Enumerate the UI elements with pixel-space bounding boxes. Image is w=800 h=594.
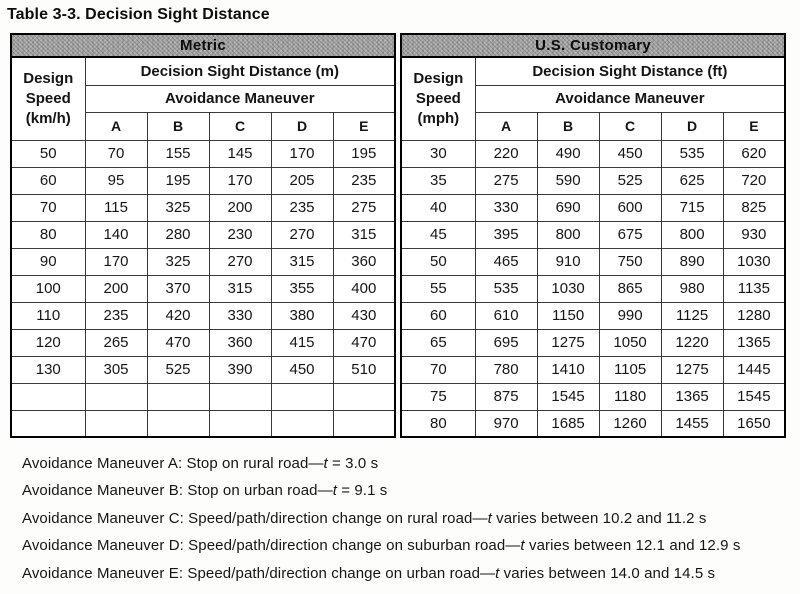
distance-value: 400 [333,275,395,302]
us-column-a: A [475,112,537,140]
distance-value: 155 [147,140,209,167]
design-speed-value: 55 [401,275,475,302]
footnote-e [22,560,800,587]
footnote-b [22,477,800,504]
metric-column-b: B [147,112,209,140]
decision-sight-distance-table [10,33,784,438]
design-speed-value: 70 [401,356,475,383]
design-speed-value: 45 [401,221,475,248]
footnotes [22,450,800,587]
design-speed-value: 60 [401,302,475,329]
distance-value: 890 [661,248,723,275]
footnote-text: = 3.0 s [327,455,379,472]
distance-value: 265 [85,329,147,356]
distance-value: 330 [209,302,271,329]
distance-value: 1275 [537,329,599,356]
design-speed-value: 30 [401,140,475,167]
distance-value: 1650 [723,410,785,437]
distance-value: 230 [209,221,271,248]
table-row [11,194,395,221]
design-speed-value: 80 [11,221,85,248]
metric-column-e: E [333,112,395,140]
t-variable: t [495,564,500,582]
design-speed-value: 100 [11,275,85,302]
metric-table-body [11,140,395,437]
design-speed-value: 70 [11,194,85,221]
distance-value: 1260 [599,410,661,437]
distance-value: 625 [661,167,723,194]
distance-value: 1220 [661,329,723,356]
design-speed-line: Speed [415,89,461,107]
table-row [401,410,785,437]
distance-value: 355 [271,275,333,302]
distance-value: 325 [147,194,209,221]
distance-value: 95 [85,167,147,194]
distance-value: 1280 [723,302,785,329]
metric-column-d: D [271,112,333,140]
us-table-body [401,140,785,437]
distance-value: 395 [475,221,537,248]
design-speed-value [11,383,85,410]
distance-value: 470 [147,329,209,356]
distance-value: 1050 [599,329,661,356]
table-row [401,194,785,221]
distance-value: 1365 [723,329,785,356]
design-speed-value: 75 [401,383,475,410]
design-speed-value: 90 [11,248,85,275]
metric-column-a: A [85,112,147,140]
distance-value: 275 [333,194,395,221]
table-row [401,140,785,167]
distance-value: 430 [333,302,395,329]
distance-value: 1125 [661,302,723,329]
table-row [11,356,395,383]
distance-value: 780 [475,356,537,383]
distance-value: 1030 [537,275,599,302]
distance-value: 170 [271,140,333,167]
t-variable: t [520,537,525,555]
distance-value: 470 [333,329,395,356]
design-speed-value: 50 [11,140,85,167]
footnote-text: Avoidance Maneuver A: Stop on rural road— [22,455,324,472]
metric-design-speed-header [11,57,85,140]
us-maneuver-header: Avoidance Maneuver [475,85,785,112]
distance-value: 535 [661,140,723,167]
distance-value [209,410,271,437]
us-column-d: D [661,112,723,140]
distance-value: 360 [209,329,271,356]
design-speed-value [11,410,85,437]
us-customary-table [400,33,786,438]
distance-value: 275 [475,167,537,194]
footnote-c [22,505,800,532]
distance-value: 690 [537,194,599,221]
design-speed-line: (mph) [417,109,460,127]
footnote-text: varies between 10.2 and 11.2 s [491,509,707,527]
distance-value: 205 [271,167,333,194]
distance-value [147,410,209,437]
table-row [401,248,785,275]
distance-value: 865 [599,275,661,302]
us-column-c: C [599,112,661,140]
metric-distance-header: Decision Sight Distance (m) [85,57,395,85]
distance-value [333,383,395,410]
t-variable: t [323,455,328,472]
design-speed-line: (km/h) [25,109,71,127]
distance-value: 610 [475,302,537,329]
distance-value: 1150 [537,302,599,329]
distance-value: 140 [85,221,147,248]
footnote-text: varies between 14.0 and 14.5 s [499,564,716,582]
distance-value: 380 [271,302,333,329]
distance-value: 390 [209,356,271,383]
us-section-header: U.S. Customary [401,34,785,57]
distance-value: 200 [85,275,147,302]
table-row [11,383,395,410]
footnote-d [22,532,800,559]
us-design-speed-header [401,57,475,140]
distance-value: 450 [271,356,333,383]
distance-value: 415 [271,329,333,356]
distance-value: 235 [85,302,147,329]
distance-value: 970 [475,410,537,437]
footnote-text: = 9.1 s [336,482,388,500]
table-row [11,329,395,356]
footnote-text: Avoidance Maneuver C: Speed/path/direction change on rural road— [22,509,488,527]
distance-value: 1445 [723,356,785,383]
table-row [401,302,785,329]
distance-value: 715 [661,194,723,221]
table-row [401,356,785,383]
distance-value: 315 [209,275,271,302]
distance-value: 990 [599,302,661,329]
footnote-text: Avoidance Maneuver D: Speed/path/direction change on suburban road— [22,537,521,555]
distance-value [271,410,333,437]
distance-value: 315 [333,221,395,248]
distance-value [333,410,395,437]
table-row [11,167,395,194]
distance-value: 465 [475,248,537,275]
distance-value: 360 [333,248,395,275]
distance-value: 930 [723,221,785,248]
metric-section-header: Metric [11,34,395,57]
t-variable: t [332,482,337,500]
design-speed-value: 35 [401,167,475,194]
design-speed-line: Design [413,69,464,87]
distance-value: 170 [85,248,147,275]
design-speed-value: 130 [11,356,85,383]
distance-value: 695 [475,329,537,356]
distance-value: 675 [599,221,661,248]
distance-value: 115 [85,194,147,221]
metric-table [10,33,396,438]
document-page [0,6,800,594]
distance-value: 1545 [723,383,785,410]
footnote-a [22,450,800,477]
distance-value: 70 [85,140,147,167]
distance-value: 305 [85,356,147,383]
distance-value: 800 [661,221,723,248]
table-row [11,275,395,302]
distance-value: 1455 [661,410,723,437]
distance-value [147,383,209,410]
metric-column-c: C [209,112,271,140]
table-row [11,248,395,275]
distance-value: 195 [333,140,395,167]
distance-value: 1135 [723,275,785,302]
table-row [11,140,395,167]
distance-value [85,383,147,410]
distance-value: 510 [333,356,395,383]
design-speed-value: 40 [401,194,475,221]
design-speed-value: 80 [401,410,475,437]
distance-value: 525 [599,167,661,194]
table-row [11,302,395,329]
table-row [401,275,785,302]
us-column-b: B [537,112,599,140]
t-variable: t [487,509,492,527]
distance-value: 910 [537,248,599,275]
distance-value: 1105 [599,356,661,383]
distance-value: 980 [661,275,723,302]
distance-value: 1365 [661,383,723,410]
distance-value: 590 [537,167,599,194]
distance-value: 535 [475,275,537,302]
distance-value: 170 [209,167,271,194]
distance-value: 825 [723,194,785,221]
distance-value: 235 [271,194,333,221]
distance-value: 875 [475,383,537,410]
footnote-text: Avoidance Maneuver B: Stop on urban road— [22,482,333,500]
us-column-e: E [723,112,785,140]
distance-value: 750 [599,248,661,275]
design-speed-value: 120 [11,329,85,356]
distance-value: 525 [147,356,209,383]
table-row [401,329,785,356]
distance-value [209,383,271,410]
table-row [11,410,395,437]
distance-value: 1545 [537,383,599,410]
table-title: Table 3-3. Decision Sight Distance [7,6,270,23]
table-row [401,221,785,248]
distance-value: 145 [209,140,271,167]
distance-value: 1030 [723,248,785,275]
footnote-text: varies between 12.1 and 12.9 s [524,537,741,555]
design-speed-value: 50 [401,248,475,275]
distance-value: 1410 [537,356,599,383]
distance-value: 1685 [537,410,599,437]
distance-value: 325 [147,248,209,275]
table-row [401,383,785,410]
distance-value: 220 [475,140,537,167]
footnote-text: Avoidance Maneuver E: Speed/path/direction change on urban road— [22,564,496,582]
distance-value: 195 [147,167,209,194]
distance-value: 490 [537,140,599,167]
distance-value: 280 [147,221,209,248]
distance-value: 270 [209,248,271,275]
design-speed-value: 110 [11,302,85,329]
distance-value [271,383,333,410]
distance-value: 330 [475,194,537,221]
design-speed-value: 65 [401,329,475,356]
distance-value: 200 [209,194,271,221]
distance-value: 370 [147,275,209,302]
distance-value: 600 [599,194,661,221]
distance-value: 1180 [599,383,661,410]
distance-value: 315 [271,248,333,275]
table-row [11,221,395,248]
distance-value: 235 [333,167,395,194]
design-speed-line: Design [23,69,74,87]
table-row [401,167,785,194]
us-distance-header: Decision Sight Distance (ft) [475,57,785,85]
distance-value: 1275 [661,356,723,383]
design-speed-value: 60 [11,167,85,194]
distance-value: 800 [537,221,599,248]
distance-value: 450 [599,140,661,167]
distance-value: 420 [147,302,209,329]
distance-value: 270 [271,221,333,248]
design-speed-line: Speed [25,89,71,107]
distance-value: 620 [723,140,785,167]
distance-value [85,410,147,437]
distance-value: 720 [723,167,785,194]
metric-maneuver-header: Avoidance Maneuver [85,85,395,112]
